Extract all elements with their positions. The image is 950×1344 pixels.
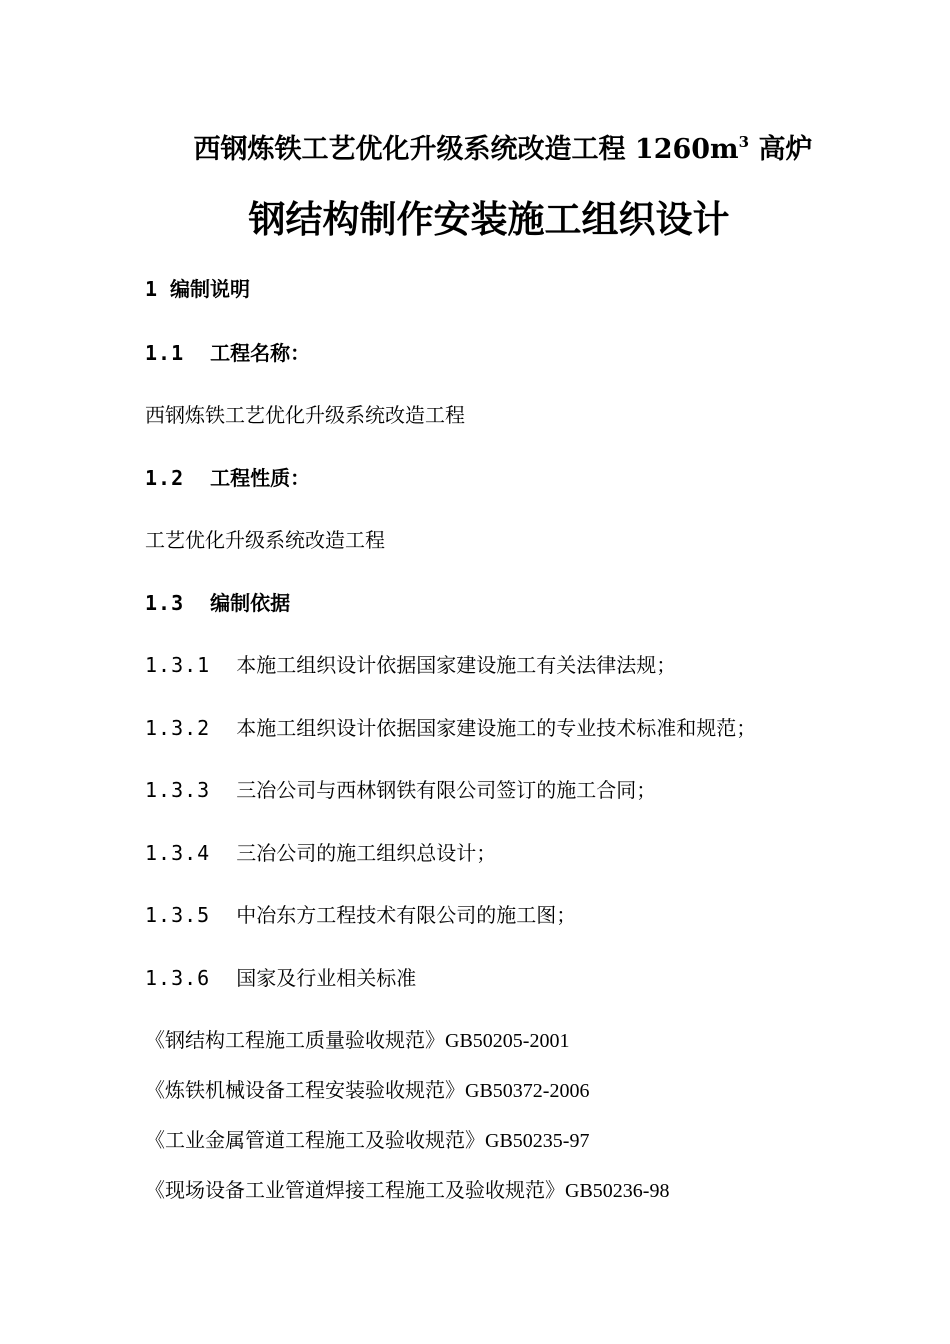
standard-reference bbox=[145, 1080, 589, 1101]
item-number: 1.3.3 bbox=[145, 778, 211, 802]
section-heading-1-3 bbox=[145, 593, 290, 613]
standard-name: 《现场设备工业管道焊接工程施工及验收规范》 bbox=[145, 1178, 565, 1202]
section-number: 1.3 bbox=[145, 591, 185, 615]
section-title: 工程名称： bbox=[210, 341, 311, 365]
section-title: 工程性质： bbox=[210, 466, 311, 490]
standard-reference bbox=[145, 1180, 669, 1201]
basis-item bbox=[145, 905, 576, 925]
project-name-text: 西钢炼铁工艺优化升级系统改造工程 bbox=[145, 403, 465, 427]
section-number: 1 bbox=[145, 277, 159, 301]
title-line1-text: 西钢炼铁工艺优化升级系统改造工程 1260m bbox=[193, 134, 739, 165]
item-text: 国家及行业相关标准 bbox=[236, 966, 417, 990]
item-number: 1.3.6 bbox=[145, 966, 211, 990]
basis-item bbox=[145, 655, 676, 675]
item-text: 三冶公司与西林钢铁有限公司签订的施工合同； bbox=[236, 778, 657, 802]
document-title-line1 bbox=[0, 133, 950, 165]
title-superscript: 3 bbox=[738, 133, 750, 151]
standard-code: GB50235-97 bbox=[485, 1130, 590, 1152]
item-number: 1.3.1 bbox=[145, 653, 211, 677]
standard-reference bbox=[145, 1130, 589, 1151]
title-line1-end: 高炉 bbox=[749, 134, 813, 165]
section-number: 1.2 bbox=[145, 466, 185, 490]
basis-item bbox=[145, 968, 416, 988]
section-heading-1-2 bbox=[145, 468, 310, 488]
section-title: 编制说明 bbox=[170, 277, 251, 301]
section-heading-1 bbox=[145, 279, 250, 299]
item-text: 本施工组织设计依据国家建设施工的专业技术标准和规范； bbox=[236, 716, 757, 740]
standard-code: GB50372-2006 bbox=[465, 1080, 590, 1102]
item-number: 1.3.4 bbox=[145, 841, 211, 865]
basis-item bbox=[145, 843, 496, 863]
basis-item bbox=[145, 780, 656, 800]
section-number: 1.1 bbox=[145, 341, 185, 365]
item-number: 1.3.5 bbox=[145, 903, 211, 927]
project-nature-text: 工艺优化升级系统改造工程 bbox=[145, 528, 385, 552]
standard-code: GB50236-98 bbox=[565, 1180, 670, 1202]
standard-name: 《工业金属管道工程施工及验收规范》 bbox=[145, 1128, 485, 1152]
standard-name: 《钢结构工程施工质量验收规范》 bbox=[145, 1028, 445, 1052]
item-text: 中冶东方工程技术有限公司的施工图； bbox=[236, 903, 577, 927]
item-text: 三冶公司的施工组织总设计； bbox=[236, 841, 497, 865]
section-title: 编制依据 bbox=[210, 591, 291, 615]
section-heading-1-1 bbox=[145, 343, 310, 363]
item-number: 1.3.2 bbox=[145, 716, 211, 740]
standard-name: 《炼铁机械设备工程安装验收规范》 bbox=[145, 1078, 465, 1102]
standard-code: GB50205-2001 bbox=[445, 1030, 570, 1052]
standard-reference bbox=[145, 1030, 569, 1051]
basis-item bbox=[145, 718, 756, 738]
document-title-line2: 钢结构制作安装施工组织设计 bbox=[248, 197, 730, 241]
item-text: 本施工组织设计依据国家建设施工有关法律法规； bbox=[236, 653, 677, 677]
